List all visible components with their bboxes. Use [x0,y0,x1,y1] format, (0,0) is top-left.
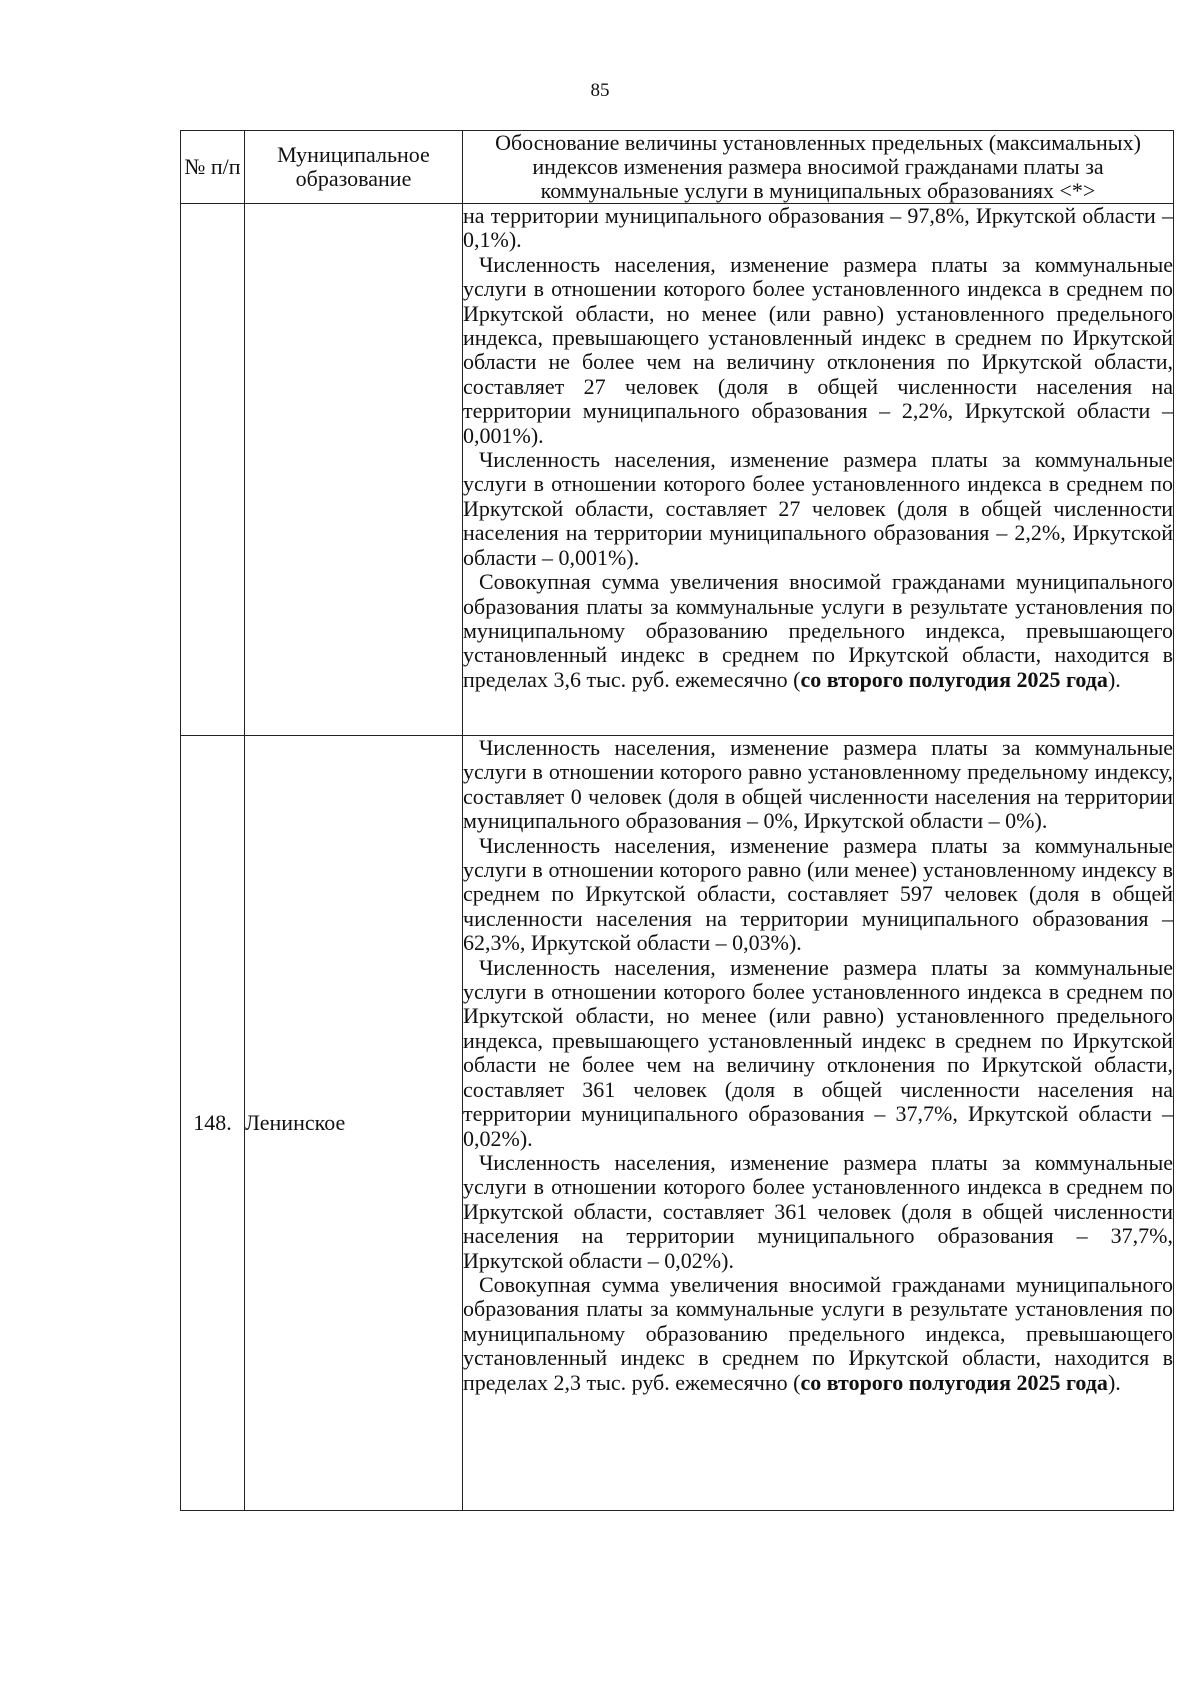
paragraph: на территории муниципального образования – 97,8%, Иркутской области – 0,1%). [463,203,1173,253]
summary-text: Совокупная сумма увеличения вносимой гражданами муниципального образования платы за коммунальные услуги в результате установления по муниципальному образованию предельного индекса, превышающего установленный индекс в среднем по Иркутской области, находится в пределах 2,3 тыс. руб. ежемесячно ( [463,1271,1173,1395]
summary-text: Совокупная сумма увеличения вносимой гражданами муниципального образования платы за коммунальные услуги в результате установления по муниципальному образованию предельного индекса, превышающего установленный индекс в среднем по Иркутской области, находится в пределах 3,6 тыс. руб. ежемесячно ( [463,569,1173,692]
paragraph: Численность населения, изменение размера платы за коммунальные услуги в отношении которого более установленного индекса в среднем по Иркутской области, но менее (или равно) установленного предельного индекса, превышающего установленный индекс в среднем по Иркутской области не более чем на величину отклонения по Иркутской области, составляет 27 человек (доля в общей численности населения на территории муниципального образования – 2,2%, Иркутской области – 0,001%). [463,251,1173,448]
summary-end: ). [1107,666,1121,692]
table-header-row [181,131,1174,204]
paragraph: Численность населения, изменение размера платы за коммунальные услуги в отношении которого более установленного индекса в среднем по Иркутской области, но менее (или равно) установленного предельного индекса, превышающего установленный индекс в среднем по Иркутской области не более чем на величину отклонения по Иркутской области, составляет 361 человек (доля в общей численности населения на территории муниципального образования – 37,7%, Иркутской области – 0,02%). [463,954,1173,1151]
summary-paragraph [463,1273,1173,1395]
paragraph: Численность населения, изменение размера платы за коммунальные услуги в отношении которого равно (или менее) установленному индексу в среднем по Иркутской области, составляет 597 человек (доля в общей численности населения на территории муниципального образования – 62,3%, Иркутской области – 0,03%). [463,832,1173,956]
row-number: 148. [181,736,245,1511]
summary-end: ). [1107,1369,1121,1395]
municipal-index-table [180,130,1174,1511]
summary-period: со второго полугодия 2025 года [800,666,1108,692]
paragraph: Численность населения, изменение размера платы за коммунальные услуги в отношении которого более установленного индекса в среднем по Иркутской области, составляет 27 человек (доля в общей численности населения на территории муниципального образования – 2,2%, Иркутской области – 0,001%). [463,447,1173,570]
row-number [181,204,245,736]
header-number: № п/п [181,131,245,204]
header-justification: Обоснование величины установленных предельных (максимальных) индексов изменения размера вносимой гражданами платы за коммунальные услуги в муниципальных образованиях <*> [463,131,1174,204]
summary-paragraph [463,570,1173,692]
paragraph: Численность населения, изменение размера платы за коммунальные услуги в отношении которого равно установленному предельному индексу, составляет 0 человек (доля в общей численности населения на территории муниципального образования – 0%, Иркутской области – 0%). [463,735,1173,834]
row-municipality: Ленинское [245,736,463,1511]
row-municipality [245,204,463,736]
table-row [181,736,1174,1511]
header-municipality: Муниципальное образование [245,131,463,204]
table-row [181,204,1174,736]
page-number: 85 [590,80,610,101]
summary-period: со второго полугодия 2025 года [800,1369,1108,1395]
paragraph: Численность населения, изменение размера платы за коммунальные услуги в отношении которого более установленного индекса в среднем по Иркутской области, составляет 361 человек (доля в общей численности населения на территории муниципального образования – 37,7%, Иркутской области – 0,02%). [463,1149,1173,1273]
row-justification [463,204,1174,736]
row-justification [463,736,1174,1511]
